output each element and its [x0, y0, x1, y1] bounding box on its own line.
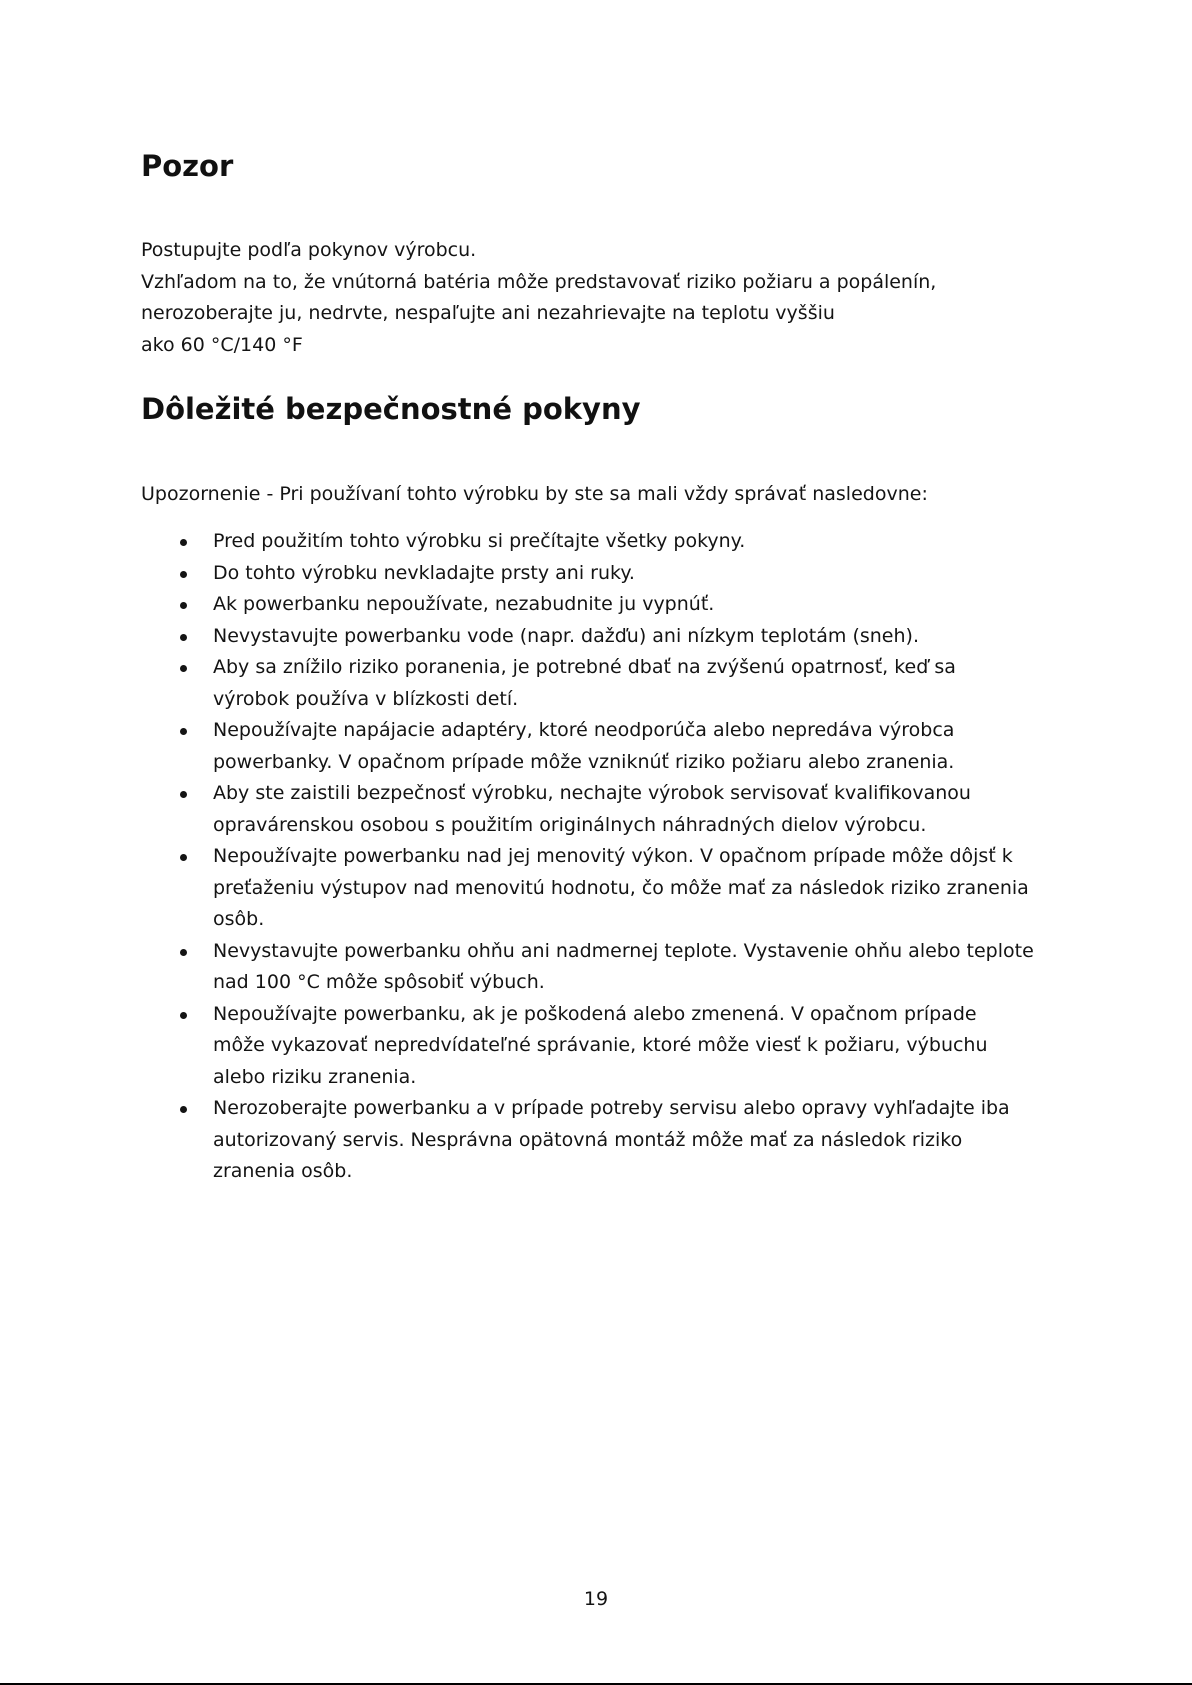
bullet-icon: [180, 602, 187, 609]
list-item-text: Nevystavujte powerbanku ohňu ani nadmernej teplote. Vystavenie ohňu alebo teplote: [213, 939, 1034, 962]
list-item-text: Nepoužívajte powerbanku, ak je poškodená alebo zmenená. V opačnom prípade: [213, 1002, 977, 1025]
list-item-text: môže vykazovať nepredvídateľné správanie, ktoré môže viesť k požiaru, výbuchu: [213, 1034, 988, 1056]
list-item-text: alebo riziku zranenia.: [213, 1065, 417, 1088]
list-item: [0, 621, 1093, 653]
bullet-icon: [180, 571, 187, 578]
list-item-text: Ak powerbanku nepoužívate, nezabudnite ju vypnúť.: [213, 593, 715, 615]
caution-line: Postupujte podľa pokynov výrobcu.: [141, 239, 477, 261]
list-item-text: Nepoužívajte powerbanku nad jej menovitý výkon. V opačnom prípade môže dôjsť k: [213, 845, 1013, 867]
list-item-text: výrobok používa v blízkosti detí.: [213, 687, 519, 710]
list-item-text: osôb.: [213, 908, 265, 930]
bullet-icon: [180, 1012, 187, 1019]
list-item-text: zranenia osôb.: [213, 1160, 353, 1182]
list-item: [0, 1093, 1093, 1188]
list-item: [0, 936, 1093, 999]
bullet-icon: [180, 791, 187, 798]
heading-caution: Pozor: [141, 149, 234, 183]
list-item-text: Nepoužívajte napájacie adaptéry, ktoré neodporúča alebo nepredáva výrobca: [213, 719, 955, 741]
safety-instructions-list: [0, 526, 1192, 1188]
list-item: [0, 715, 1093, 778]
caution-line: nerozoberajte ju, nedrvte, nespaľujte ani nezahrievajte na teplotu vyššiu: [141, 302, 835, 324]
caution-line: Vzhľadom na to, že vnútorná batéria môže predstavovať riziko požiaru a popálenín,: [141, 270, 937, 293]
list-item: [0, 589, 1093, 621]
caution-line: ako 60 °C/140 °F: [141, 333, 303, 356]
list-item-text: Nerozoberajte powerbanku a v prípade potreby servisu alebo opravy vyhľadajte iba: [213, 1097, 1010, 1119]
list-item-text: Do tohto výrobku nevkladajte prsty ani ruky.: [213, 561, 635, 584]
list-item-text: preťaženiu výstupov nad menovitú hodnotu, čo môže mať za následok riziko zranenia: [213, 876, 1029, 899]
list-item-text: Pred použitím tohto výrobku si prečítajte všetky pokyny.: [213, 530, 746, 552]
page-number: 19: [583, 1588, 609, 1610]
bullet-icon: [180, 949, 187, 956]
bullet-icon: [180, 728, 187, 735]
bullet-icon: [180, 854, 187, 861]
list-item-text: autorizovaný servis. Nesprávna opätovná montáž môže mať za následok riziko: [213, 1128, 963, 1151]
list-item: [0, 526, 1093, 558]
list-item-text: nad 100 °C môže spôsobiť výbuch.: [213, 971, 545, 993]
bullet-icon: [180, 1106, 187, 1113]
list-item: [0, 999, 1093, 1094]
list-item: [0, 558, 1093, 590]
warning-intro: Upozornenie - Pri používaní tohto výrobku by ste sa mali vždy správať nasledovne:: [141, 483, 928, 505]
heading-safety-instructions: Dôležité bezpečnostné pokyny: [141, 392, 641, 426]
list-item-text: Aby ste zaistili bezpečnosť výrobku, nechajte výrobok servisovať kvalifikovanou: [213, 782, 971, 804]
bullet-icon: [180, 665, 187, 672]
list-item: [0, 778, 1093, 841]
list-item: [0, 841, 1093, 936]
list-item-text: powerbanky. V opačnom prípade môže vzniknúť riziko požiaru alebo zranenia.: [213, 750, 955, 773]
caution-paragraph: [141, 235, 936, 361]
list-item: [0, 652, 1093, 715]
bullet-icon: [180, 634, 187, 641]
list-item-text: Nevystavujte powerbanku vode (napr. dažďu) ani nízkym teplotám (sneh).: [213, 624, 919, 647]
bullet-icon: [180, 539, 187, 546]
list-item-text: opravárenskou osobou s použitím originálnych náhradných dielov výrobcu.: [213, 813, 927, 836]
list-item-text: Aby sa znížilo riziko poranenia, je potrebné dbať na zvýšenú opatrnosť, keď sa: [213, 656, 956, 678]
